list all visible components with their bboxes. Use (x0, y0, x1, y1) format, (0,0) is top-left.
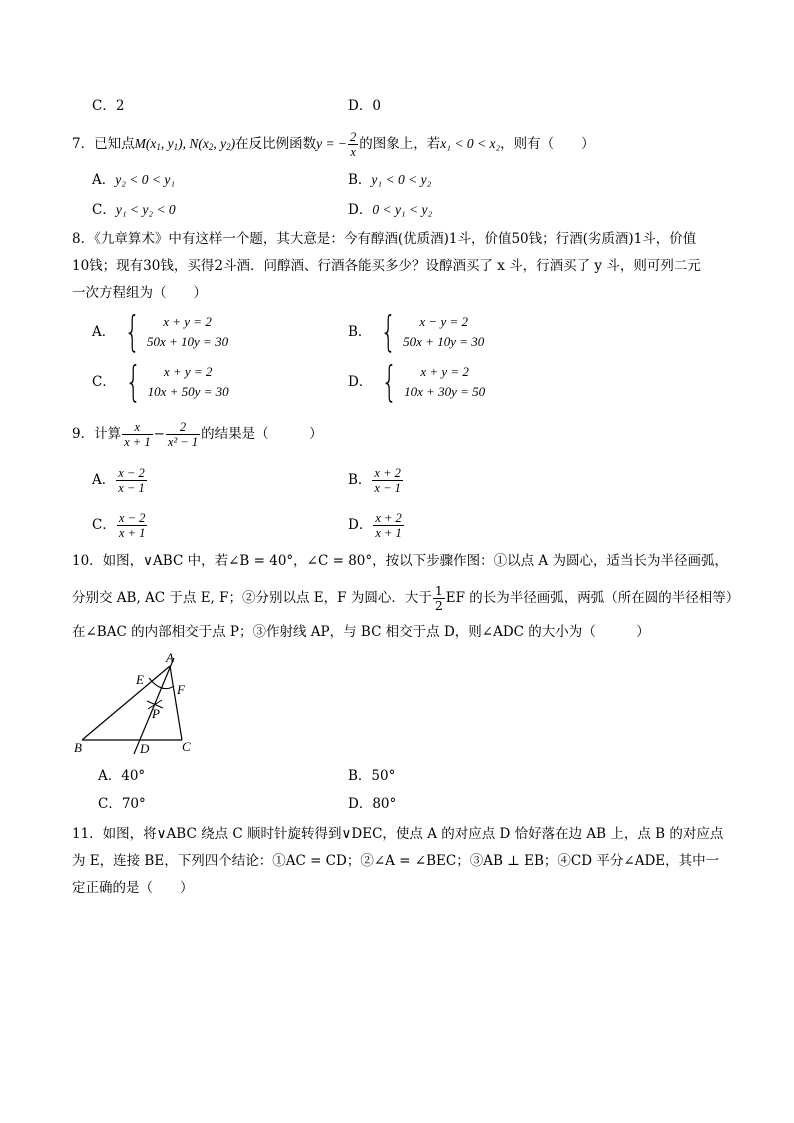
label-f: F (177, 682, 185, 697)
label-c: C (182, 739, 191, 754)
q11-stem-line1: 11．如图，将∨ABC 绕点 C 顺时针旋转得到∨DEC，使点 A 的对应点 D 恰好落在边 AB 上，点 B 的对应点 (72, 826, 724, 842)
q7-fraction: $\frac{2}{x}$ (350, 130, 357, 159)
q10-stem-line2: 分别交 AB, AC 于点 E, F；②分别以点 E，F 为圆心．大于 $\frac{1}{2}$ EF 的长为半径画弧，两弧（所在圆的半径相等） (72, 583, 740, 613)
q7-stem (72, 130, 595, 159)
q10-option-b: B．50° (348, 768, 396, 784)
q10-triangle-figure (70, 648, 200, 754)
label-e: E (136, 672, 144, 687)
q7-text-tail: ，则有（ ） (500, 136, 595, 152)
q9-option-b: B． $\frac{x + 2}{x - 1}$ (348, 466, 401, 495)
q10-option-c: C．70° (98, 796, 146, 812)
q7-option-a: A．y₂ < 0 < y₁ (92, 172, 176, 188)
q7-text-mid1: 在反比例函数 (235, 136, 317, 152)
q6-option-c: C．2 (92, 98, 125, 114)
q11-stem-line3: 定正确的是（ ） (72, 880, 194, 896)
q9-stem: 9．计算 $\frac{x}{x + 1}$ − $\frac{2}{\text{x² − 1}}$ 的结果是（ ） (72, 420, 323, 449)
side-ac (170, 666, 182, 740)
q11-stem-line2: 为 E，连接 BE，下列四个结论：①AC = CD；②∠A = ∠BEC；③AB ⊥ EB；④CD 平分∠ADE，其中一 (72, 853, 720, 869)
q7-points: $M(x_1$, $y_1$), $N(x_2$, $y_2$) (134, 136, 236, 152)
q7-option-b: B．y₁ < 0 < y₂ (348, 172, 432, 188)
q8-option-b: B． { x − y = 2 50x + 10y = 30 (348, 307, 485, 356)
q10-option-a: A．40° (98, 768, 146, 784)
q9-fraction-2: $\frac{2}{\text{x² − 1}}$ (167, 420, 199, 449)
q8-option-d: D． { x + y = 2 10x + 30y = 50 (348, 357, 486, 406)
q7-option-c: C．y₁ < y₂ < 0 (92, 202, 176, 218)
label-d: D (140, 741, 150, 754)
q10-option-d: D．80° (348, 796, 397, 812)
q9-option-a: A． $\frac{x - 2}{x - 1}$ (92, 466, 145, 495)
q7-function: y = − (316, 136, 348, 151)
q8-option-a: A． { x + y = 2 50x + 10y = 30 (92, 307, 229, 356)
q7-text-mid2: 的图象上，若 (359, 136, 441, 152)
q8-stem-line2: 10钱；现有30钱，买得2斗酒．问醇酒、行酒各能买多少？设醇酒买了 x 斗，行酒买了 y 斗，则可列二元 (72, 258, 701, 274)
q7-option-d: D．0 < y₁ < y₂ (348, 202, 433, 218)
q10-stem-line1: 10．如图，∨ABC 中，若∠B = 40°，∠C = 80°，按以下步骤作图：①以点 A 为圆心，适当长为半径画弧， (72, 553, 728, 569)
q8-option-c: C． { x + y = 2 10x + 50y = 30 (92, 357, 229, 406)
label-b: B (74, 740, 82, 754)
q9-option-d: D． $\frac{x + 2}{x + 1}$ (348, 511, 402, 540)
q7-text-pre: 7．已知点 (72, 136, 135, 152)
q9-fraction-1: $\frac{x}{x + 1}$ (124, 420, 151, 449)
q10-stem-line3: 在∠BAC 的内部相交于点 P；③作射线 AP，与 BC 相交于点 D，则∠ADC 的大小为（ ） (72, 624, 650, 640)
q8-stem-line3: 一次方程组为（ ） (72, 285, 207, 301)
q8-stem-line1: 8．《九章算术》中有这样一个题，其大意是：今有醇酒(优质酒)1斗，价值50钱；行酒(劣质酒)1斗，价值 (72, 231, 697, 247)
q10-half-fraction: $\frac{1}{2}$ (434, 583, 443, 613)
q6-option-d: D．0 (348, 98, 381, 114)
q7-condition: x₁ < 0 < x₂ (440, 136, 501, 151)
label-a: A (166, 650, 174, 665)
q9-option-c: C． $\frac{x - 2}{x + 1}$ (92, 511, 146, 540)
label-p: P (152, 706, 160, 721)
